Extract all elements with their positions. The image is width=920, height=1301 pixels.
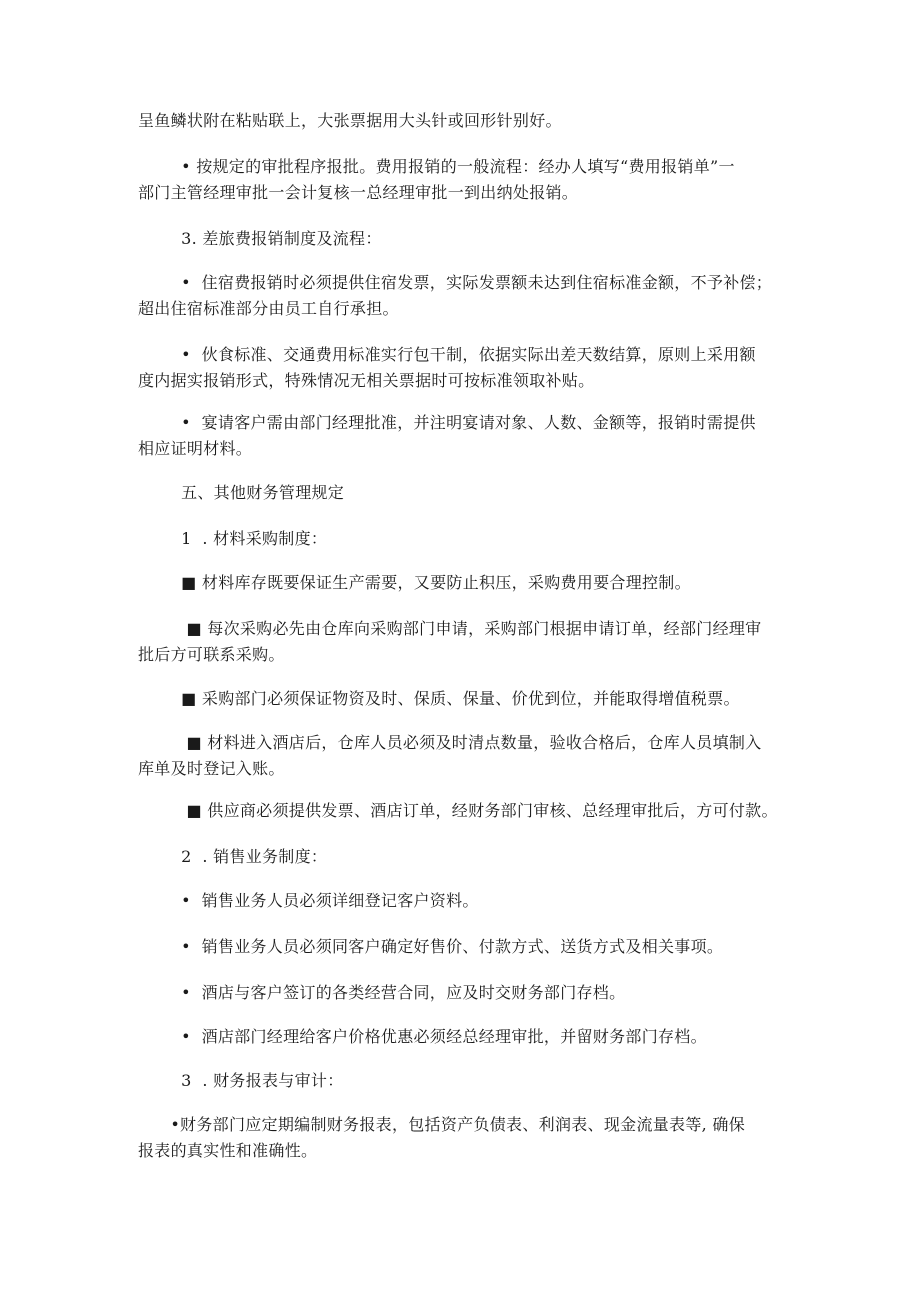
paragraph-sales-pricing [138, 934, 788, 960]
text-line: 批后方可联系采购。 [138, 645, 285, 664]
paragraph-approval-process [138, 154, 788, 206]
text-line: ■ 采购部门必须保证物资及时、保质、保量、价优到位，并能取得增值税票。 [138, 689, 740, 708]
text-line: 报表的真实性和准确性。 [138, 1141, 318, 1160]
text-line: • 酒店部门经理给客户价格优惠必须经总经理审批，并留财务部门存档。 [138, 1027, 707, 1046]
heading-travel-expense [138, 226, 788, 252]
heading-procurement [138, 526, 788, 552]
text-line: • 住宿费报销时必须提供住宿发票，实际发票额未达到住宿标准金额，不予补偿； [138, 273, 773, 292]
paragraph-inventory [138, 570, 788, 596]
paragraph-lodging [138, 270, 788, 322]
text-line: 部门主管经理审批一会计复核一总经理审批一到出纳处报销。 [138, 183, 579, 202]
paragraph-material-receipt [138, 730, 788, 782]
text-line: ■ 供应商必须提供发票、酒店订单，经财务部门审核、总经理审批后，方可付款。 [138, 801, 778, 820]
text-line: 相应证明材料。 [138, 439, 253, 458]
text-line: 超出住宿标准部分由员工自行承担。 [138, 299, 399, 318]
paragraph-purchase-quality [138, 686, 788, 712]
heading-sales [138, 844, 788, 870]
paragraph-purchase-request [138, 616, 788, 668]
text-line: 2 . 销售业务制度： [138, 847, 328, 866]
text-line: 3. 差旅费报销制度及流程： [138, 229, 382, 248]
text-line: • 宴请客户需由部门经理批准，并注明宴请对象、人数、金额等，报销时需提供 [138, 413, 756, 432]
paragraph-financial-reports [138, 1112, 788, 1164]
paragraph-sales-records [138, 888, 788, 914]
text-line: • 销售业务人员必须同客户确定好售价、付款方式、送货方式及相关事项。 [138, 937, 724, 956]
text-line: 五、其他财务管理规定 [138, 483, 345, 502]
text-line: •财务部门应定期编制财务报表，包括资产负债表、利润表、现金流量表等, 确保 [138, 1115, 746, 1134]
text-line: 库单及时登记入账。 [138, 759, 285, 778]
text-line: 1 . 材料采购制度： [138, 529, 328, 548]
paragraph-supplier-payment [138, 798, 788, 824]
text-line: • 按规定的审批程序报批。费用报销的一般流程：经办人填写“费用报销单”一 [138, 157, 735, 176]
text-line: 度内据实报销形式，特殊情况无相关票据时可按标准领取补贴。 [138, 371, 595, 390]
heading-reports-audit [138, 1068, 788, 1094]
text-line: • 酒店与客户签订的各类经营合同，应及时交财务部门存档。 [138, 983, 626, 1002]
section-heading-other-rules [138, 480, 788, 506]
paragraph-meals-transport [138, 342, 788, 394]
text-line: ■ 材料进入酒店后，仓库人员必须及时清点数量，验收合格后，仓库人员填制入 [138, 733, 762, 752]
text-line: ■ 材料库存既要保证生产需要，又要防止积压，采购费用要合理控制。 [138, 573, 691, 592]
text-line: ■ 每次采购必先由仓库向采购部门申请，采购部门根据申请订单，经部门经理审 [138, 619, 762, 638]
text-line: • 销售业务人员必须详细登记客户资料。 [138, 891, 479, 910]
paragraph-client-banquet [138, 410, 788, 462]
text-line: 3 . 财务报表与审计： [138, 1071, 344, 1090]
text-line: 呈鱼鳞状附在粘贴联上，大张票据用大头针或回形针别好。 [138, 111, 562, 130]
text-line: • 伙食标准、交通费用标准实行包干制，依据实际出差天数结算，原则上采用额 [138, 345, 756, 364]
paragraph-contracts [138, 980, 788, 1006]
paragraph-discounts [138, 1024, 788, 1050]
paragraph-invoice-attach [138, 108, 788, 134]
